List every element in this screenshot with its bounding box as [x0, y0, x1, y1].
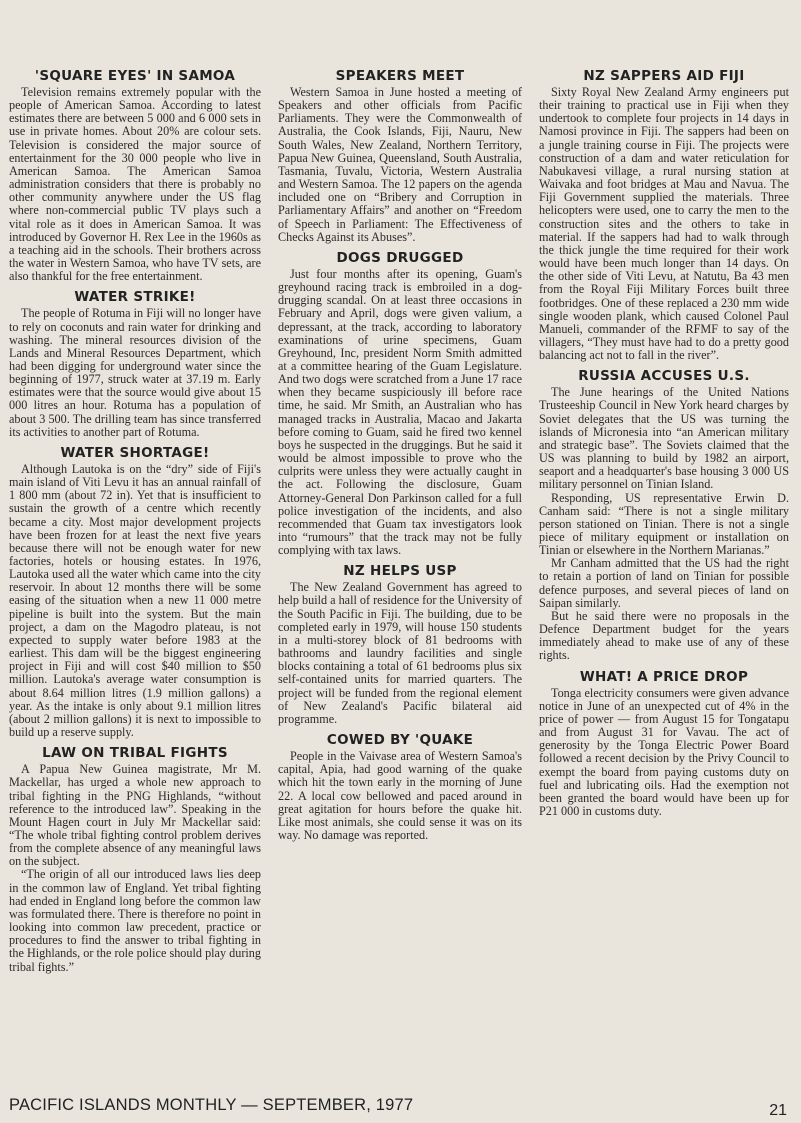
body-tribal-fights: A Papua New Guinea magistrate, Mr M. Mackellar, has urged a whole new approach to tribal fighting in the PNG Highlands, “without reference to the introduced law”. Speaking in the Mount Hagen court in July Mr Mackellar said: “The whole tribal fighting control problem derives from the complete absence of any meaningful laws on the subject.	[9, 762, 261, 869]
body-russia-accuses-2: Responding, US representative Erwin D. Canham said: “There is not a single military person stationed on Tinian. There is not a single piece of military equipment or installation on Tinian or elsewhere in the Northern Marianas.”	[539, 490, 789, 558]
column-2	[278, 62, 522, 842]
headline-russia-accuses: RUSSIA ACCUSES U.S.	[578, 368, 750, 385]
page-footer	[9, 1094, 789, 1120]
body-square-eyes: Television remains extremely popular with the people of American Samoa. According to latest estimates there are between 5 000 and 6 000 sets in use in private homes. About 20% are colour sets. Television is considered the major source of entertainment for the 30 000 people who live in American Samoa. The American Samoa administration considers that there is probably no other community anywhere under the US flag where non-commercial public TV plays such a vital role as it does in American Samoa. It was introduced by Governor H. Rex Lee in the 1960s as a teaching aid in the schools. Their brothers across the water in Western Samoa, who have TV sets, are also thankful for the free entertainment.	[9, 85, 261, 284]
headline-speakers-meet: SPEAKERS MEET	[335, 68, 465, 84]
body-russia-accuses-3: Mr Canham admitted that the US had the right to retain a portion of land on Tinian for possible defence purposes, and several pieces of land on Saipan similarly.	[539, 556, 789, 610]
column-3	[539, 62, 789, 818]
headline-dogs-drugged: DOGS DRUGGED	[336, 249, 464, 266]
body-price-drop: Tonga electricity consumers were given advance notice in June of an unexpected cut of 4% in the price of power — from August 15 for Tongatapu and from August 31 for Vavau. The act of generosity by the Tonga Electric Power Board followed a recent decision by the Privy Council to exempt the board from paying customs duty on fuel and lubricating oils. Had the exemption not been granted the board would have been up for P21 000 in customs duty.	[539, 685, 789, 818]
body-russia-accuses: The June hearings of the United Nations Trusteeship Council in New York heard charges by Soviet delegates that the US was turning the islands of Micronesia into “an American military and strategic base”. The Soviets claimed that the US was planning to build by 1982 an airport, seaport and a headquarter's base housing 3 000 US military personnel on Tinian Island.	[539, 385, 789, 492]
magazine-issue-line: PACIFIC ISLANDS MONTHLY — SEPTEMBER, 1977	[9, 1096, 414, 1114]
body-speakers-meet: Western Samoa in June hosted a meeting of Speakers and other officials from Pacific Parliaments. They were the Commonwealth of Australia, the Cook Islands, Fiji, Nauru, New South Wales, New Zealand, Northern Territory, Papua New Guinea, Queensland, South Australia, Tasmania, Tuvalu, Victoria, Western Australia and Western Samoa. The 12 papers on the agenda included one on “Bribery and Corruption in Parliamentary Affairs” and another on “Freedom of Speech in Parliament: The Effectiveness of Checks Against its Abuses”.	[278, 85, 522, 244]
headline-cowed-by-quake: COWED BY 'QUAKE	[326, 732, 474, 749]
body-dogs-drugged: Just four months after its opening, Guam's greyhound racing track is embroiled in a dog-drugging scandal. On at least three occasions in February and April, dogs were given valium, a depressant, at the track, according to laboratory examinations of urine specimens, Guam Greyhound, Inc, president Norm Smith admitted at a committee hearing of the Guam Legislature. And two dogs were scratched from a June 17 race when they became suspiciously ill before race time, he said. Mr Smith, an Australian who has managed tracks in Australia, Macao and Jakarta before coming to Guam, said he fired two kennel boys he suspected in the druggings. But he said it would be almost impossible to prove who the culprits were unless they were actually caught in the act. Following the disclosure, Guam Attorney-General Don Parkinson called for a full police investigation of the incidents, and also recommended that Guam tax investigators look into “rumours” that the track may not be fully complying with tax laws.	[278, 266, 522, 558]
headline-price-drop: WHAT! A PRICE DROP	[579, 668, 749, 685]
headline-square-eyes: 'SQUARE EYES' IN SAMOA	[34, 68, 236, 84]
column-1	[9, 62, 261, 974]
body-water-shortage: Although Lautoka is on the “dry” side of Fiji's main island of Viti Levu it has an annual rainfall of 1 800 mm (about 72 in). Yet that is insufficient to sustain the growth of a centre which recently became a city. Most major development projects have been frozen for at least the next five years because there will not be enough water for new factories, hotels or housing estates. In 1976, Lautoka used all the water which came into the city reservoir. In about 12 months there will be some easing of the situation when a new 11 000 metre pipeline is built into the system. But the main project, a dam on the Magodro plateau, is not expected to supply water before 1983 at the earliest. This dam will be the biggest engineering project in Fiji and will cost $40 million to $50 million. Lautoka's average water consumption is about 8.64 million litres (1.9 million gallons) a year. As the intake is only about 9.1 million litres (about 2 million gallons) it is next to impossible to build up a reserve supply.	[9, 461, 261, 740]
page-number: 21	[769, 1102, 787, 1119]
body-nz-helps-usp: The New Zealand Government has agreed to help build a hall of residence for the University of the South Pacific in Fiji. The building, due to be completed early in 1979, will house 150 students in a multi-storey block of 81 bedrooms with bathrooms and laundry facilities and single blocks containing a total of 61 bedrooms plus six self-contained units for married quarters. The project will be funded from the regional element of New Zealand's Pacific bilateral aid programme.	[278, 580, 523, 726]
headline-nz-helps-usp: NZ HELPS USP	[343, 563, 457, 580]
body-nz-sappers: Sixty Royal New Zealand Army engineers put their training to practical use in Fiji when they undertook to complete four projects in 14 days in Namosi province in Fiji. The sappers had been on a jungle training course in Fiji. The projects were construction of a dam and water reticulation for Nabukavesi village, a rural nursing station at Waivaka and foot bridges at Mau and Navua. The Fiji Government supplied the materials. Three helicopters were used, one to carry the men to the construction sites and the others to take in material. If the sappers had had to walk through the thick jungle the time required for their work would have been much longer than 14 days. On the other side of Viti Levu, at Natutu, Ba 43 men from the Royal Fiji Military Forces built three footbridges. One of these replaced a 230 mm wide single wooden plank, which caused Colonel Paul Manueli, commander of the RFMF to say of the villagers, “They must have had to do a pretty good balancing act not to fall in the river”.	[539, 85, 789, 363]
headline-tribal-fights: LAW ON TRIBAL FIGHTS	[42, 745, 228, 762]
body-water-strike: The people of Rotuma in Fiji will no longer have to rely on coconuts and rain water for drinking and washing. The mineral resources division of the Lands and Mineral Resources Department, which had been digging for underground water since the beginning of 1977, struck water at 37.19 m. Early estimates were that the source would give about 15 000 litres an hour. Rotuma has a population of about 3 500. The drilling team has since transferred its activities to another part of Rotuma.	[9, 306, 261, 439]
body-russia-accuses-4: But he said there were no proposals in the Defence Department budget for the years immediately ahead to make use of any of these rights.	[539, 608, 789, 663]
headline-nz-sappers: NZ SAPPERS AID FIJI	[583, 68, 745, 84]
body-tribal-fights-2: “The origin of all our introduced laws lies deep in the common law of England. Yet tribal fighting had ended in England long before the common law was formulated there. There is therefore no point in looking into common law precedent, practice or procedures to find the answer to tribal fighting in the Highlands, or the role police should play during tribal fights.”	[9, 867, 261, 974]
headline-water-shortage: WATER SHORTAGE!	[60, 444, 210, 461]
body-cowed-by-quake: People in the Vaivase area of Western Samoa's capital, Apia, had good warning of the quake which hit the town early in the morning of June 22. A local cow bellowed and paced around in great agitation for hours before the quake hit. Like most animals, she could sense it was on its way. No damage was reported.	[278, 749, 522, 842]
headline-water-strike: WATER STRIKE!	[74, 289, 196, 306]
